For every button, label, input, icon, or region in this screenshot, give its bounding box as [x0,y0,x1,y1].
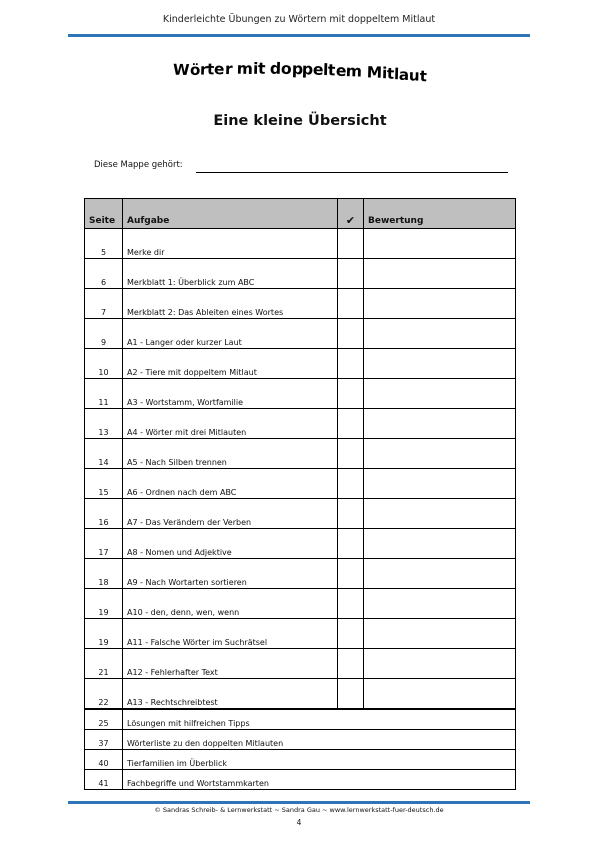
row-task: A7 - Das Verändern der Verben [123,499,338,529]
table-row [85,379,516,409]
task-rows [85,229,516,710]
row-page: 41 [85,770,123,790]
table-row [85,409,516,439]
page-header-title: Kinderleichte Übungen zu Wörtern mit doppeltem Mitlaut [162,14,436,25]
row-check-box[interactable] [338,409,364,439]
task-overview-table [84,198,516,790]
table-header-row [85,199,516,229]
row-page: 17 [85,529,123,559]
row-task: Tierfamilien im Überblick [123,750,516,770]
row-task: Merke dir [123,229,338,259]
table-row [85,589,516,619]
table-row [85,709,516,730]
table-row [85,229,516,259]
row-rating-cell[interactable] [364,559,516,589]
row-check-box[interactable] [338,649,364,679]
row-rating-cell[interactable] [364,649,516,679]
row-check-box[interactable] [338,559,364,589]
row-task: A11 - Falsche Wörter im Suchrätsel [123,619,338,649]
row-check-box[interactable] [338,319,364,349]
row-task: A8 - Nomen und Adjektive [123,529,338,559]
table-row [85,649,516,679]
table-row [85,750,516,770]
table-row [85,289,516,319]
footer-credit: © Sandras Schreib- & Lernwerkstatt ~ Sandra Gau ~ www.lernwerkstatt-fuer-deutsch.de [154,806,444,814]
row-rating-cell[interactable] [364,259,516,289]
row-check-box[interactable] [338,619,364,649]
row-page: 9 [85,319,123,349]
row-page: 14 [85,439,123,469]
row-task: Lösungen mit hilfreichen Tipps [123,709,516,730]
column-header-task: Aufgabe [123,199,338,229]
row-task: Merkblatt 1: Überblick zum ABC [123,259,338,289]
owner-label: Diese Mappe gehört: [94,160,183,170]
row-page: 13 [85,409,123,439]
row-page: 37 [85,730,123,750]
table-row [85,770,516,790]
table-row [85,319,516,349]
table-row [85,730,516,750]
row-page: 5 [85,229,123,259]
row-check-box[interactable] [338,439,364,469]
row-check-box[interactable] [338,589,364,619]
table-row [85,349,516,379]
row-check-box[interactable] [338,349,364,379]
appendix-rows [85,709,516,790]
row-task: A13 - Rechtschreibtest [123,679,338,710]
row-page: 7 [85,289,123,319]
row-task: A1 - Langer oder kurzer Laut [123,319,338,349]
page-number: 4 [296,818,302,827]
row-task: A9 - Nach Wortarten sortieren [123,559,338,589]
row-task: A4 - Wörter mit drei Mitlauten [123,409,338,439]
row-rating-cell[interactable] [364,499,516,529]
row-task: A10 - den, denn, wen, wenn [123,589,338,619]
row-task: Wörterliste zu den doppelten Mitlauten [123,730,516,750]
table-row [85,559,516,589]
row-page: 18 [85,559,123,589]
row-check-box[interactable] [338,289,364,319]
row-task: Fachbegriffe und Wortstammkarten [123,770,516,790]
row-page: 19 [85,589,123,619]
wordart-title: Wörter mit doppeltem Mitlaut [172,58,428,86]
row-task: A3 - Wortstamm, Wortfamilie [123,379,338,409]
column-header-rating: Bewertung [364,199,516,229]
row-page: 15 [85,469,123,499]
row-page: 19 [85,619,123,649]
row-check-box[interactable] [338,229,364,259]
table-row [85,619,516,649]
page-subtitle: Eine kleine Übersicht [213,113,387,129]
row-check-box[interactable] [338,259,364,289]
footer-rule [68,801,530,804]
row-task: A12 - Fehlerhafter Text [123,649,338,679]
row-check-box[interactable] [338,469,364,499]
table-row [85,259,516,289]
row-rating-cell[interactable] [364,289,516,319]
row-rating-cell[interactable] [364,409,516,439]
row-rating-cell[interactable] [364,319,516,349]
column-header-check: ✔ [338,199,364,229]
row-rating-cell[interactable] [364,679,516,710]
column-header-page: Seite [85,199,123,229]
row-task: A5 - Nach Silben trennen [123,439,338,469]
row-page: 11 [85,379,123,409]
row-rating-cell[interactable] [364,529,516,559]
owner-name-line[interactable] [196,172,508,173]
table-row [85,469,516,499]
row-task: Merkblatt 2: Das Ableiten eines Wortes [123,289,338,319]
table-row [85,679,516,710]
row-check-box[interactable] [338,529,364,559]
row-page: 22 [85,679,123,710]
row-page: 21 [85,649,123,679]
row-rating-cell[interactable] [364,439,516,469]
row-task: A6 - Ordnen nach dem ABC [123,469,338,499]
row-rating-cell[interactable] [364,469,516,499]
table-row [85,439,516,469]
row-check-box[interactable] [338,499,364,529]
row-page: 40 [85,750,123,770]
row-rating-cell[interactable] [364,619,516,649]
row-task: A2 - Tiere mit doppeltem Mitlaut [123,349,338,379]
row-rating-cell[interactable] [364,349,516,379]
header-rule [68,34,530,37]
row-page: 6 [85,259,123,289]
row-check-box[interactable] [338,379,364,409]
row-rating-cell[interactable] [364,589,516,619]
table-row [85,529,516,559]
row-page: 25 [85,709,123,730]
row-page: 16 [85,499,123,529]
row-rating-cell[interactable] [364,379,516,409]
table-row [85,499,516,529]
row-check-box[interactable] [338,679,364,710]
row-page: 10 [85,349,123,379]
row-rating-cell[interactable] [364,229,516,259]
